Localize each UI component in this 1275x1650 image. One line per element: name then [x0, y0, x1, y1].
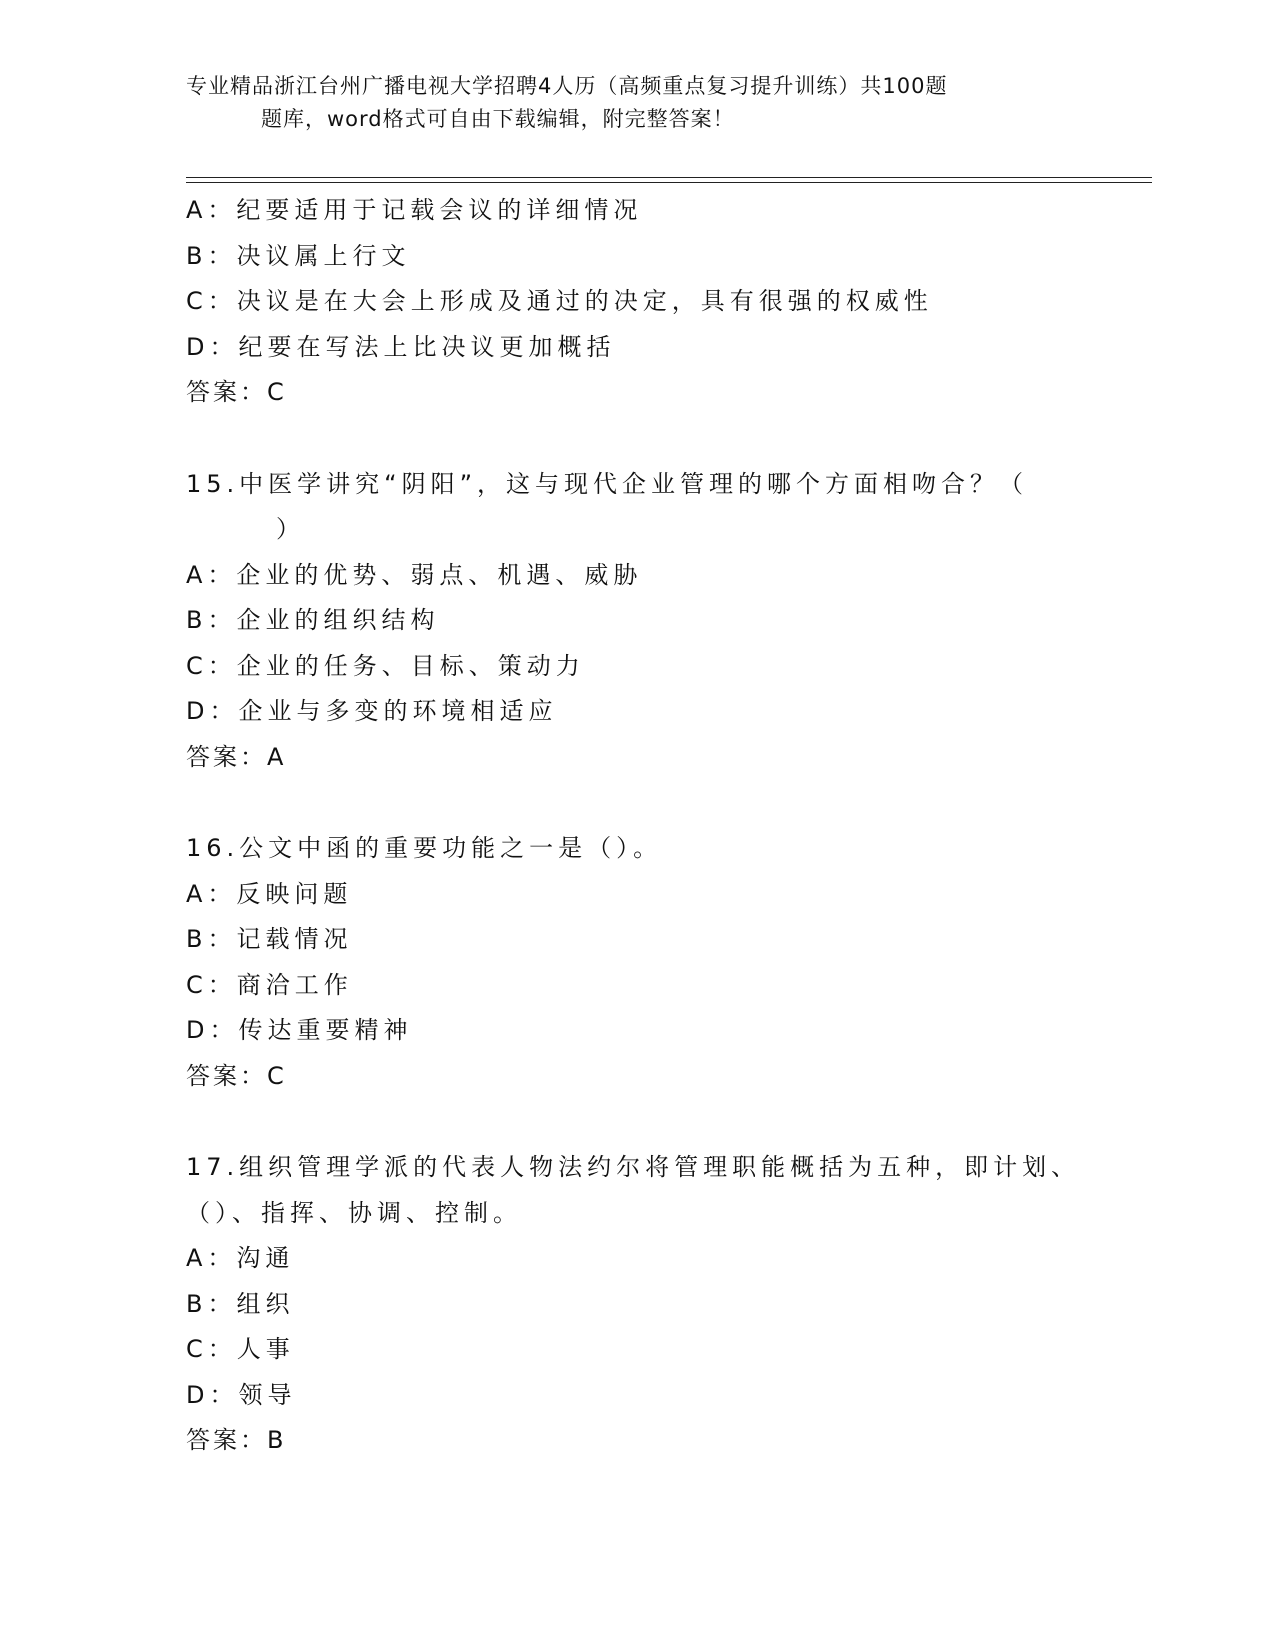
question-text-line-1: 15.中医学讲究“阴阳”，这与现代企业管理的哪个方面相吻合？（	[186, 469, 1029, 498]
question-text	[186, 462, 1086, 553]
document-title	[186, 70, 1066, 136]
option-a: A：反映问题	[186, 879, 353, 908]
question-text-line-1: 16.公文中函的重要功能之一是（）。	[186, 834, 663, 862]
title-line-2: 题库，word格式可自由下载编辑，附完整答案！	[261, 107, 735, 131]
answer: 答案：A	[186, 742, 287, 771]
option-b: B：企业的组织结构	[186, 606, 440, 634]
option-d: D：领导	[186, 1380, 297, 1409]
question-list	[186, 188, 1086, 1464]
option-d: D：纪要在写法上比决议更加概括	[186, 332, 616, 361]
question-text-line-1: 17.组织管理学派的代表人物法约尔将管理职能概括为五种，即计划、	[186, 1153, 1081, 1181]
option-d: D：传达重要精神	[186, 1016, 413, 1044]
option-d: D：企业与多变的环境相适应	[186, 697, 558, 725]
option-b: B：决议属上行文	[186, 241, 411, 270]
answer: 答案：C	[186, 1061, 287, 1090]
question-17	[186, 1145, 1086, 1464]
option-c: C：商洽工作	[186, 970, 353, 999]
question-14-tail	[186, 188, 1086, 416]
question-16	[186, 826, 1086, 1099]
header-divider-top	[186, 177, 1152, 178]
option-c: C：人事	[186, 1335, 295, 1363]
option-a: A：企业的优势、弱点、机遇、威胁	[186, 560, 643, 589]
option-b: B：记载情况	[186, 925, 353, 953]
question-text	[186, 1145, 1086, 1236]
header-divider-bottom	[186, 182, 1152, 183]
option-c: C：决议是在大会上形成及通过的决定，具有很强的权威性	[186, 287, 933, 315]
question-text-line-2: （）、指挥、协调、控制。	[186, 1198, 522, 1227]
answer: 答案：C	[186, 378, 287, 406]
option-a: A：沟通	[186, 1244, 295, 1272]
answer: 答案：B	[186, 1426, 287, 1454]
question-15	[186, 462, 1086, 781]
option-b: B：组织	[186, 1289, 295, 1318]
question-text	[186, 826, 1086, 872]
question-text-line-2: ）	[276, 515, 305, 543]
option-a: A：纪要适用于记载会议的详细情况	[186, 196, 643, 224]
option-c: C：企业的任务、目标、策动力	[186, 651, 585, 680]
title-line-1: 专业精品浙江台州广播电视大学招聘4人历（高频重点复习提升训练）共100题	[186, 74, 948, 98]
